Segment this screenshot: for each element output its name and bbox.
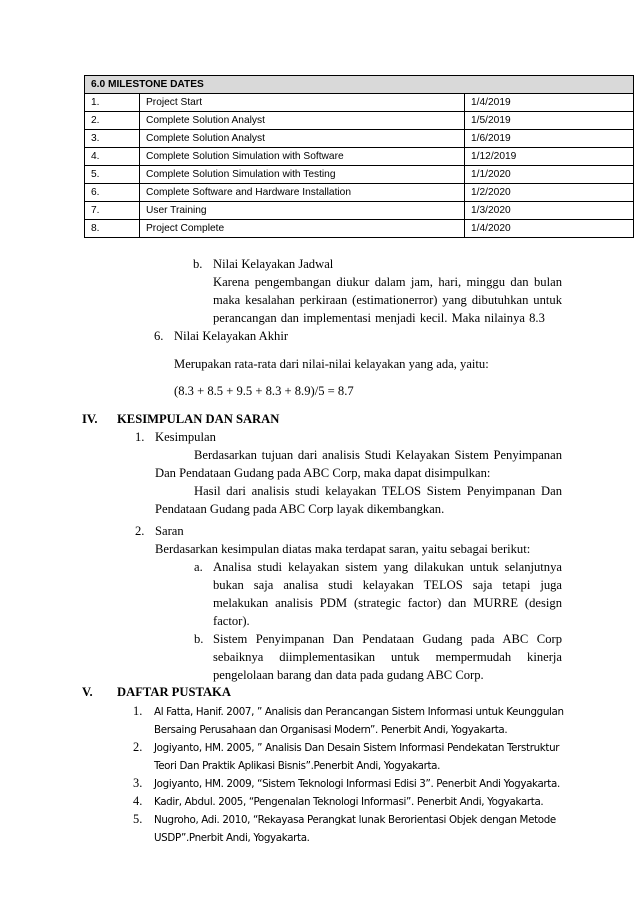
list-label-1: 1.	[135, 430, 145, 444]
paragraph-line: Karena pengembangan diukur dalam jam, hari, minggu dan bulan	[213, 275, 562, 289]
paragraph-line: Berdasarkan kesimpulan diatas maka terdapat saran, yaitu sebagai berikut:	[155, 542, 531, 556]
section-title: DAFTAR PUSTAKA	[117, 685, 231, 699]
milestone-table-header	[85, 76, 634, 94]
paragraph-line: Dan Pendataan Gudang pada ABC Corp, maka dapat disimpulkan:	[155, 466, 491, 480]
reference-line: Al Fatta, Hanif. 2007, ” Analisis dan Perancangan Sistem Informasi untuk Keunggulan	[154, 706, 564, 718]
paragraph-line: melakukan analisis PDM (strategic factor) dan MURRE (design	[213, 596, 562, 610]
table-row	[85, 166, 634, 184]
section-number: IV.	[82, 412, 98, 426]
table-row	[85, 184, 634, 202]
milestone-table	[84, 75, 634, 238]
paragraph-line: Pendataan Gudang pada ABC Corp layak dikembangkan.	[155, 502, 445, 516]
table-row	[85, 148, 634, 166]
reference-line: Jogiyanto, HM. 2005, ” Analisis Dan Desain Sistem Informasi Pendekatan Terstruktur	[154, 742, 560, 754]
row-number: 2.	[85, 112, 140, 130]
reference-line: Kadir, Abdul. 2005, “Pengenalan Teknologi Informasi”. Penerbit Andi, Yogyakarta.	[154, 796, 544, 808]
list-label-b: b.	[193, 257, 203, 271]
paragraph-line: pengelolaan barang dan data pada gudang ABC Corp.	[213, 668, 484, 682]
paragraph-line: Hasil dari analisis studi kelayakan TELOS Sistem Penyimpanan Dan	[194, 484, 562, 498]
nilai-akhir-title: Nilai Kelayakan Akhir	[174, 329, 289, 343]
list-label-b: b.	[194, 632, 204, 646]
table-row	[85, 94, 634, 112]
table-row	[85, 130, 634, 148]
row-number: 6.	[85, 184, 140, 202]
reference-number: 5.	[133, 812, 143, 826]
section-number: V.	[82, 685, 93, 699]
row-date: 1/2/2020	[465, 184, 634, 202]
paragraph-line: factor).	[213, 614, 250, 628]
table-row	[85, 202, 634, 220]
row-date: 1/3/2020	[465, 202, 634, 220]
row-date: 1/12/2019	[465, 148, 634, 166]
list-label-a: a.	[194, 560, 203, 574]
row-task: Complete Software and Hardware Installation	[140, 184, 465, 202]
reference-number: 2.	[133, 740, 143, 754]
row-task: Complete Solution Analyst	[140, 112, 465, 130]
row-date: 1/4/2020	[465, 220, 634, 238]
row-number: 8.	[85, 220, 140, 238]
formula: (8.3 + 8.5 + 9.5 + 8.3 + 8.9)/5 = 8.7	[174, 384, 354, 398]
paragraph-line: maka kesalahan perkiraan (estimationerror) yang dibutuhkan untuk	[213, 293, 562, 307]
row-task: Project Complete	[140, 220, 465, 238]
paragraph-line: Analisa studi kelayakan sistem yang dilakukan untuk selanjutnya	[213, 560, 562, 574]
reference-line: Jogiyanto, HM. 2009, “Sistem Teknologi Informasi Edisi 3”. Penerbit Andi Yogyakarta.	[154, 778, 560, 790]
paragraph-line: bukan saja analisa studi kelayakan TELOS saja tetapi juga	[213, 578, 562, 592]
saran-title: Saran	[155, 524, 184, 538]
row-task: Complete Solution Simulation with Software	[140, 148, 465, 166]
row-number: 5.	[85, 166, 140, 184]
paragraph-line: perancangan dan implementasi menjadi kecil. Maka nilainya 8.3	[213, 311, 545, 325]
list-label-2: 2.	[135, 524, 145, 538]
reference-line: Teori Dan Praktik Aplikasi Bisnis”.Penerbit Andi, Yogyakarta.	[154, 760, 441, 772]
table-row	[85, 112, 634, 130]
reference-line: Nugroho, Adi. 2010, “Rekayasa Perangkat lunak Berorientasi Objek dengan Metode	[154, 814, 556, 826]
paragraph-line: Berdasarkan tujuan dari analisis Studi Kelayakan Sistem Penyimpanan	[194, 448, 562, 462]
reference-line: Bersaing Perusahaan dan Organisasi Modern”. Penerbit Andi, Yogyakarta.	[154, 724, 508, 736]
row-number: 7.	[85, 202, 140, 220]
row-date: 1/6/2019	[465, 130, 634, 148]
list-label-6: 6.	[154, 329, 164, 343]
row-date: 1/5/2019	[465, 112, 634, 130]
paragraph-line: Sistem Penyimpanan Dan Pendataan Gudang pada ABC Corp	[213, 632, 562, 646]
row-task: Complete Solution Simulation with Testing	[140, 166, 465, 184]
nilai-jadwal-title: Nilai Kelayakan Jadwal	[213, 257, 334, 271]
table-row	[85, 220, 634, 238]
milestone-heading: 6.0 MILESTONE DATES	[85, 76, 634, 94]
row-date: 1/1/2020	[465, 166, 634, 184]
paragraph-line: Merupakan rata-rata dari nilai-nilai kelayakan yang ada, yaitu:	[174, 357, 489, 371]
section-title: KESIMPULAN DAN SARAN	[117, 412, 280, 426]
reference-number: 1.	[133, 704, 143, 718]
row-number: 1.	[85, 94, 140, 112]
reference-number: 4.	[133, 794, 143, 808]
reference-line: USDP”.Pnerbit Andi, Yogyakarta.	[154, 832, 310, 844]
kesimpulan-title: Kesimpulan	[155, 430, 216, 444]
row-task: User Training	[140, 202, 465, 220]
row-task: Project Start	[140, 94, 465, 112]
paragraph-line: sebaiknya diimplementasikan untuk mempermudah kinerja	[213, 650, 562, 664]
row-number: 3.	[85, 130, 140, 148]
row-date: 1/4/2019	[465, 94, 634, 112]
reference-number: 3.	[133, 776, 143, 790]
row-number: 4.	[85, 148, 140, 166]
row-task: Complete Solution Analyst	[140, 130, 465, 148]
